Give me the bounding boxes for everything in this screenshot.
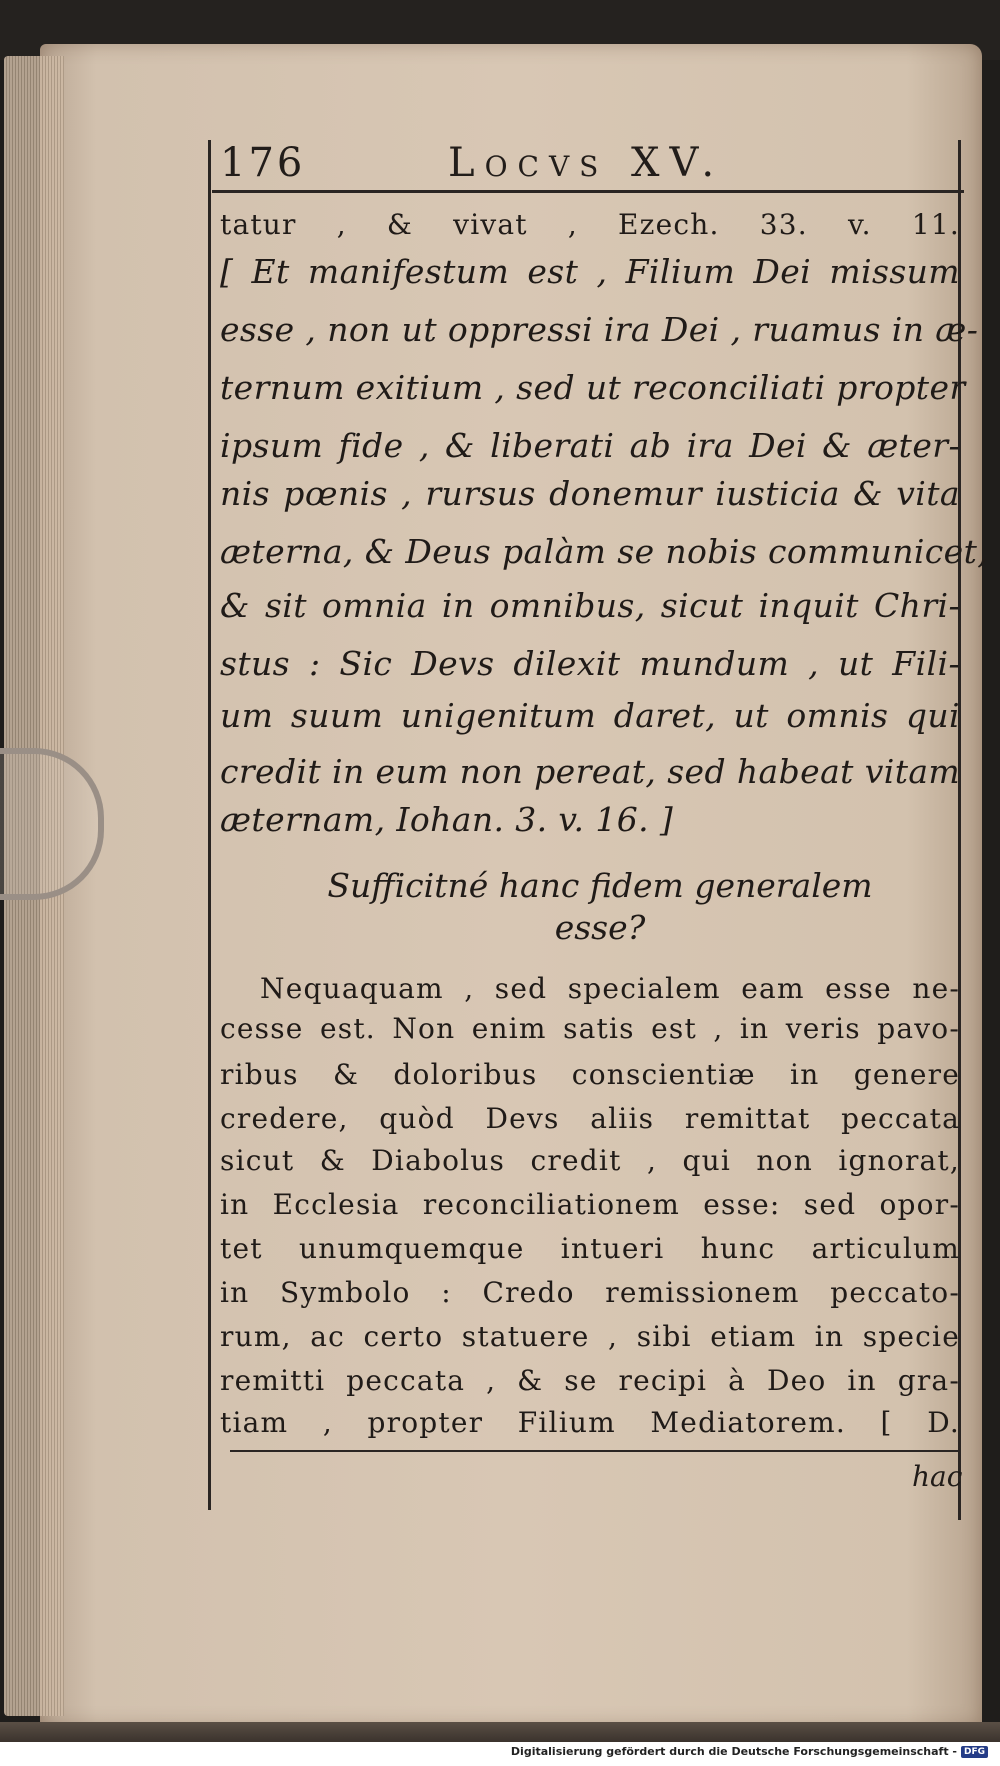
top-rule [212, 190, 964, 193]
text-line: æternam, Iohan. 3. v. 16. ] [220, 800, 674, 839]
page-number: 176 [220, 140, 306, 186]
text-line: remitti peccata , & se recipi à Deo in gra- [220, 1364, 960, 1397]
running-title-text: Locvs XV. [448, 140, 725, 186]
text-line: um suum unigenitum daret, ut omnis qui [220, 696, 960, 735]
text-line: rum, ac certo statuere , sibi etiam in specie [220, 1320, 960, 1353]
text-line: ipsum fide , & liberati ab ira Dei & æter- [220, 426, 960, 465]
dfg-credit [511, 1745, 988, 1758]
dfg-logo-icon: DFG [961, 1746, 988, 1758]
left-rule [208, 140, 211, 1510]
text-line: tiam , propter Filium Mediatorem. [ D. [220, 1406, 960, 1439]
catchword: hac [912, 1460, 963, 1493]
book-bottom-edge [0, 1722, 1000, 1742]
text-line: tatur , & vivat , Ezech. 33. v. 11. [220, 208, 960, 241]
text-line: esse , non ut oppressi ira Dei , ruamus in æ- [220, 310, 979, 349]
bottom-rule [230, 1450, 958, 1452]
text-line: in Symbolo : Credo remissionem peccato- [220, 1276, 960, 1309]
text-line: æterna, & Deus palàm se nobis communicet, [220, 532, 989, 571]
text-line: tet unumquemque intueri hunc articulum [220, 1232, 960, 1265]
text-line: in Ecclesia reconciliationem esse: sed opor- [220, 1188, 960, 1221]
text-line: ternum exitium , sed ut reconciliati propter [220, 368, 966, 407]
text-line: & sit omnia in omnibus, sicut inquit Chri- [220, 586, 960, 625]
text-line: nis pœnis , rursus donemur iusticia & vita [220, 474, 960, 513]
question-heading-continued: esse? [554, 908, 646, 947]
text-line: ribus & doloribus conscientiæ in genere [220, 1058, 960, 1091]
text-line: stus : Sic Devs dilexit mundum , ut Fili- [220, 644, 960, 683]
text-line: [ Et manifestum est , Filium Dei missum [220, 252, 960, 291]
text-line: sicut & Diabolus credit , qui non ignorat, [220, 1144, 960, 1177]
text-line: Nequaquam , sed specialem eam esse ne- [260, 972, 960, 1005]
dfg-credit-text: Digitalisierung gefördert durch die Deutsche Forschungsgemeinschaft - [510, 1745, 957, 1758]
text-line: credere, quòd Devs aliis remittat peccata [220, 1102, 960, 1135]
text-line: credit in eum non pereat, sed habeat vitam [220, 752, 961, 791]
question-heading: Sufficitné hanc fidem generalem [327, 866, 873, 905]
text-line: cesse est. Non enim satis est , in veris pavo- [220, 1012, 960, 1045]
running-title [448, 140, 724, 190]
